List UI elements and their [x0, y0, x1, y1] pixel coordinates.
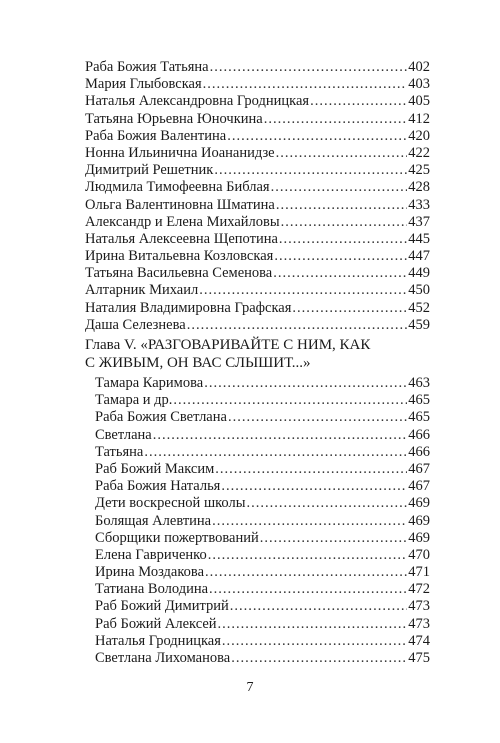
toc-entry-name: Ирина Витальевна Козловская: [85, 248, 274, 265]
toc-entry-name: Татиана Володина: [95, 581, 209, 598]
leader-dots: [228, 409, 407, 426]
leader-dots: [204, 375, 407, 392]
toc-entry: [85, 76, 430, 93]
toc-entry: [85, 530, 430, 547]
chapter-heading: [85, 336, 430, 372]
toc-entry-page: 452: [408, 299, 430, 316]
toc-entry: [85, 650, 430, 667]
leader-dots: [264, 111, 408, 128]
toc-entry: [85, 300, 430, 317]
leader-dots: [214, 162, 407, 179]
toc-entry-name: Раб Божий Максим: [95, 460, 215, 477]
toc-entry-page: 425: [408, 162, 430, 179]
leader-dots: [144, 444, 407, 461]
toc-entry: [85, 231, 430, 248]
toc-entry-name: Болящая Алевтина: [95, 512, 212, 529]
leader-dots: [231, 650, 407, 667]
toc-entry-name: Мария Глыбовская: [85, 76, 202, 93]
toc-list-part1: [85, 59, 430, 334]
page-number: 7: [246, 680, 254, 695]
leader-dots: [276, 197, 407, 214]
leader-dots: [260, 530, 407, 547]
leader-dots: [218, 616, 408, 633]
toc-entry-name: Александр и Елена Михайловы: [85, 213, 280, 230]
toc-entry-name: Елена Гавриченко: [95, 546, 207, 563]
toc-entry: [85, 162, 430, 179]
leader-dots: [209, 581, 407, 598]
toc-entry-name: Дети воскресной школы: [95, 495, 246, 512]
toc-entry-page: 420: [408, 127, 430, 144]
leader-dots: [205, 564, 407, 581]
toc-entry: [85, 214, 430, 231]
toc-entry-page: 459: [408, 316, 430, 333]
toc-entry: [85, 495, 430, 512]
toc-entry-page: 465: [408, 409, 430, 426]
toc-entry-page: 466: [408, 426, 430, 443]
toc-entry-page: 472: [408, 581, 430, 598]
toc-entry-page: 465: [408, 392, 430, 409]
leader-dots: [203, 76, 408, 93]
toc-entry: [85, 478, 430, 495]
toc-entry-name: Наталья Гродницкая: [95, 632, 221, 649]
leader-dots: [227, 128, 407, 145]
toc-entry-page: 474: [408, 632, 430, 649]
toc-entry: [85, 564, 430, 581]
toc-entry: [85, 444, 430, 461]
toc-entry-page: 422: [408, 144, 430, 161]
toc-entry: [85, 282, 430, 299]
toc-entry-page: 469: [408, 495, 430, 512]
toc-entry-page: 449: [408, 265, 430, 282]
toc-entry-page: 403: [408, 76, 430, 93]
leader-dots: [215, 461, 407, 478]
toc-entry-page: 412: [408, 110, 430, 127]
toc-entry-page: 447: [408, 248, 430, 265]
toc-entry-name: Тамара Каримова: [95, 375, 204, 391]
toc-entry-name: Ирина Моздакова: [95, 564, 205, 581]
toc-entry: [85, 392, 430, 409]
leader-dots: [279, 231, 407, 248]
toc-entry-page: 473: [408, 615, 430, 632]
toc-entry: [85, 461, 430, 478]
leader-dots: [274, 248, 407, 265]
chapter-heading-line2: С ЖИВЫМ, ОН ВАС СЛЫШИТ...»: [85, 355, 311, 371]
toc-entry: [85, 616, 430, 633]
chapter-heading-line1: Глава V. «РАЗГОВАРИВАЙТЕ С НИМ, КАК: [85, 337, 371, 353]
leader-dots: [292, 300, 407, 317]
toc-entry-page: 467: [408, 478, 430, 495]
toc-entry: [85, 145, 430, 162]
toc-entry: [85, 248, 430, 265]
toc-entry: [85, 513, 430, 530]
toc-entry-name: Людмила Тимофеевна Библая: [85, 179, 270, 196]
toc-entry-name: Татьяна Юрьевна Юночкина: [85, 110, 263, 127]
toc-entry-page: 433: [408, 196, 430, 213]
toc-entry-name: Раб Божий Димитрий: [95, 598, 229, 615]
toc-entry-page: 450: [408, 282, 430, 299]
leader-dots: [212, 513, 407, 530]
leader-dots: [273, 265, 407, 282]
toc-entry-name: Алтарник Михаил: [85, 282, 199, 299]
leader-dots: [310, 93, 407, 110]
toc-entry: [85, 59, 430, 76]
leader-dots: [221, 478, 407, 495]
toc-entry-name: Светлана Лихоманова: [95, 650, 231, 666]
toc-entry-name: Тамара и др.: [95, 392, 173, 409]
leader-dots: [187, 317, 408, 334]
toc-entry: [85, 598, 430, 615]
toc-entry-name: Нонна Ильинична Иоананидзе: [85, 144, 275, 161]
toc-entry-page: 471: [408, 564, 430, 581]
toc-entry: [85, 547, 430, 564]
toc-entry-name: Наталья Алексеевна Щепотина: [85, 230, 278, 247]
toc-entry-page: 405: [408, 93, 430, 110]
leader-dots: [153, 427, 408, 444]
toc-entry-name: Даша Селезнева: [85, 316, 186, 333]
toc-entry-page: 467: [408, 460, 430, 477]
toc-entry-name: Светлана: [95, 426, 152, 443]
toc-entry-page: 463: [408, 375, 430, 391]
leader-dots: [222, 633, 407, 650]
toc-entry-name: Раба Божия Наталья: [95, 478, 221, 495]
toc-entry-page: 437: [408, 213, 430, 230]
toc-entry-name: Наталия Владимировна Графская: [85, 299, 292, 316]
toc-entry-page: 469: [408, 512, 430, 529]
toc-entry-page: 470: [408, 546, 430, 563]
toc-entry-page: 469: [408, 529, 430, 546]
toc-list-part2: [85, 375, 430, 667]
toc-entry-name: Димитрий Решетник: [85, 162, 214, 179]
leader-dots: [230, 598, 408, 615]
toc-entry: [85, 581, 430, 598]
toc-entry-page: 475: [408, 650, 430, 666]
toc-entry-name: Наталья Александровна Гродницкая: [85, 93, 310, 110]
leader-dots: [173, 392, 407, 409]
toc-entry: [85, 409, 430, 426]
toc-entry: [85, 111, 430, 128]
toc-entry: [85, 375, 430, 392]
toc-entry-name: Раба Божия Татьяна: [85, 59, 209, 75]
leader-dots: [276, 145, 408, 162]
toc-entry: [85, 93, 430, 110]
leader-dots: [281, 214, 408, 231]
toc-entry: [85, 633, 430, 650]
toc-entry: [85, 427, 430, 444]
toc-entry: [85, 265, 430, 282]
toc-entry-name: Раба Божия Валентина: [85, 127, 227, 144]
toc-entry: [85, 197, 430, 214]
toc-entry-page: 466: [408, 443, 430, 460]
toc-entry-page: 445: [408, 230, 430, 247]
leader-dots: [271, 179, 408, 196]
leader-dots: [246, 495, 407, 512]
toc-entry-page: 402: [408, 59, 430, 75]
toc-entry-page: 473: [408, 598, 430, 615]
toc-entry-name: Сборщики пожертвований: [95, 529, 259, 546]
toc-entry-name: Татьяна: [95, 443, 144, 460]
toc-entry-name: Раб Божий Алексей: [95, 615, 217, 632]
toc-entry: [85, 128, 430, 145]
leader-dots: [210, 59, 408, 76]
leader-dots: [208, 547, 408, 564]
toc-entry-name: Татьяна Васильевна Семенова: [85, 265, 273, 282]
toc-entry-name: Раба Божия Светлана: [95, 409, 227, 426]
toc-entry: [85, 179, 430, 196]
toc-entry-name: Ольга Валентиновна Шматина: [85, 196, 275, 213]
leader-dots: [199, 282, 407, 299]
toc-entry-page: 428: [408, 179, 430, 196]
toc-entry: [85, 317, 430, 334]
